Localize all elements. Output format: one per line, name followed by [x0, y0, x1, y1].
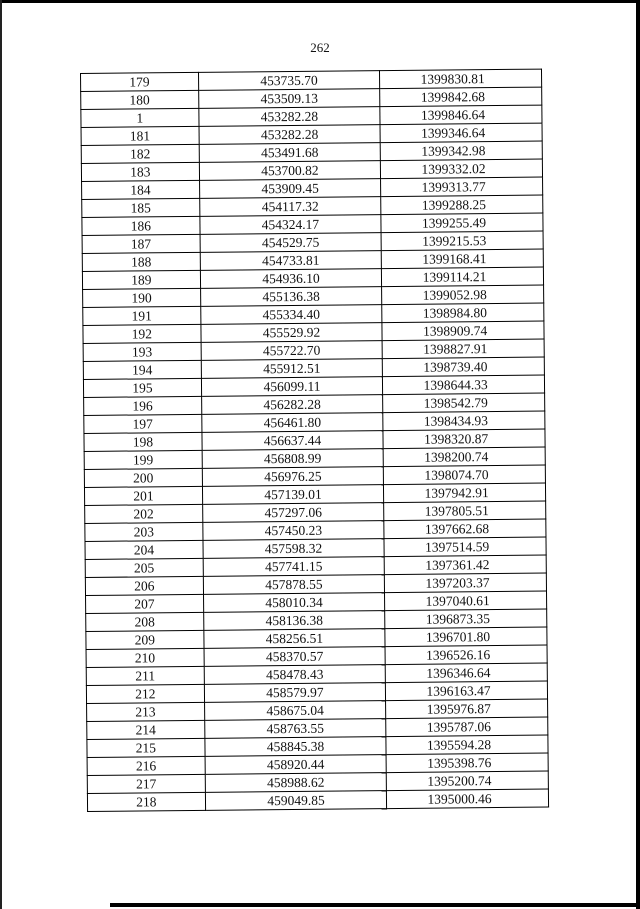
point-id-cell: 208	[86, 612, 204, 631]
y-coordinate-cell	[385, 573, 547, 593]
y-coordinate-value: 1399168.41	[422, 251, 487, 267]
y-coordinate-value: 1395787.06	[426, 719, 492, 735]
y-coordinate-value: 1397514.59	[425, 539, 490, 555]
y-coordinate-value: 1399830.81	[420, 71, 485, 87]
x-coordinate-cell: 453909.45	[199, 179, 381, 199]
x-coordinate-cell: 458579.97	[204, 683, 386, 703]
x-coordinate-cell: 458256.51	[204, 629, 386, 649]
y-coordinate-cell	[385, 591, 547, 611]
y-coordinate-cell	[385, 663, 547, 683]
point-id-cell: 195	[83, 378, 201, 397]
y-coordinate-cell	[382, 339, 544, 359]
point-id-cell: 206	[85, 576, 203, 595]
y-coordinate-value: 1396873.35	[425, 611, 490, 627]
point-id-cell: 204	[85, 540, 203, 559]
y-coordinate-value: 1399215.53	[422, 233, 487, 249]
point-id-cell: 215	[87, 738, 205, 757]
x-coordinate-cell: 455334.40	[201, 305, 383, 325]
y-coordinate-cell	[383, 429, 545, 449]
point-id-cell: 183	[81, 162, 199, 181]
y-coordinate-cell	[386, 735, 548, 755]
point-id-cell: 197	[84, 414, 202, 433]
x-coordinate-cell: 457450.23	[203, 521, 385, 541]
y-coordinate-value: 1398320.87	[423, 431, 489, 447]
y-coordinate-cell	[382, 321, 544, 341]
scan-border-bottom	[110, 903, 640, 907]
y-coordinate-value: 1396701.80	[425, 629, 491, 645]
y-coordinate-value: 1399114.21	[422, 269, 487, 285]
x-coordinate-cell: 457297.06	[202, 503, 384, 523]
y-coordinate-cell	[386, 699, 548, 719]
y-coordinate-cell	[382, 267, 544, 287]
point-id-cell: 202	[85, 504, 203, 523]
y-coordinate-value: 1397040.61	[425, 593, 490, 609]
point-id-cell: 179	[81, 72, 199, 91]
y-coordinate-cell	[385, 609, 547, 629]
y-coordinate-value: 1399255.49	[421, 215, 487, 231]
y-coordinate-value: 1396346.64	[426, 665, 491, 681]
y-coordinate-value: 1398739.40	[423, 359, 488, 375]
point-id-cell: 203	[85, 522, 203, 541]
x-coordinate-cell: 457741.15	[203, 557, 385, 577]
y-coordinate-value: 1399052.98	[422, 287, 487, 303]
x-coordinate-cell: 458370.57	[204, 647, 386, 667]
y-coordinate-cell	[380, 123, 542, 143]
y-coordinate-cell	[383, 465, 545, 485]
y-coordinate-cell	[384, 537, 546, 557]
x-coordinate-cell: 455912.51	[201, 359, 383, 379]
y-coordinate-value: 1399332.02	[421, 161, 486, 177]
scan-border-left	[0, 0, 2, 909]
y-coordinate-cell	[382, 357, 544, 377]
y-coordinate-cell	[386, 753, 548, 773]
y-coordinate-cell	[380, 141, 542, 161]
point-id-cell: 190	[83, 288, 201, 307]
x-coordinate-cell: 457598.32	[203, 539, 385, 559]
y-coordinate-value: 1398827.91	[423, 341, 488, 357]
y-coordinate-value: 1398434.93	[423, 413, 489, 429]
y-coordinate-value: 1395976.87	[426, 701, 491, 717]
x-coordinate-cell: 455529.92	[201, 323, 383, 343]
scan-border-right	[636, 0, 640, 909]
x-coordinate-cell: 454529.75	[200, 233, 382, 253]
point-id-cell: 199	[84, 450, 202, 469]
y-coordinate-cell	[386, 771, 548, 791]
y-coordinate-value: 1399342.98	[421, 143, 486, 159]
point-id-cell: 185	[82, 198, 200, 217]
x-coordinate-cell: 458920.44	[205, 755, 387, 775]
x-coordinate-cell: 458988.62	[205, 773, 387, 793]
x-coordinate-cell: 454936.10	[200, 269, 382, 289]
point-id-cell: 211	[86, 666, 204, 685]
x-coordinate-cell: 453282.28	[199, 107, 381, 127]
coordinates-table-body	[81, 69, 549, 811]
y-coordinate-value: 1399346.64	[421, 125, 486, 141]
y-coordinate-value: 1395398.76	[427, 755, 492, 771]
point-id-cell: 191	[83, 306, 201, 325]
point-id-cell: 212	[86, 684, 204, 703]
y-coordinate-cell	[384, 555, 546, 575]
x-coordinate-cell: 456461.80	[202, 413, 384, 433]
point-id-cell: 189	[82, 270, 200, 289]
y-coordinate-cell	[387, 789, 549, 809]
point-id-cell: 218	[87, 792, 205, 811]
x-coordinate-cell: 454733.81	[200, 251, 382, 271]
x-coordinate-cell: 456808.99	[202, 449, 384, 469]
y-coordinate-value: 1399846.64	[420, 107, 486, 123]
point-id-cell: 193	[83, 342, 201, 361]
point-id-cell: 198	[84, 432, 202, 451]
y-coordinate-value: 1398984.80	[422, 305, 488, 321]
scan-border-top	[0, 0, 640, 3]
x-coordinate-cell: 456976.25	[202, 467, 384, 487]
y-coordinate-cell	[382, 285, 544, 305]
point-id-cell: 217	[87, 774, 205, 793]
coordinates-table	[80, 69, 549, 812]
x-coordinate-cell: 458845.38	[205, 737, 387, 757]
x-coordinate-cell: 457878.55	[203, 575, 385, 595]
y-coordinate-cell	[383, 411, 545, 431]
point-id-cell: 216	[87, 756, 205, 775]
point-id-cell: 184	[82, 180, 200, 199]
y-coordinate-value: 1398909.74	[422, 323, 488, 339]
y-coordinate-value: 1396526.16	[426, 647, 491, 663]
point-id-cell: 210	[86, 648, 204, 667]
point-id-cell: 200	[84, 468, 202, 487]
y-coordinate-cell	[381, 159, 543, 179]
x-coordinate-cell: 453700.82	[199, 161, 381, 181]
y-coordinate-cell	[380, 105, 542, 125]
y-coordinate-value: 1399842.68	[420, 89, 485, 105]
y-coordinate-value: 1397942.91	[424, 485, 489, 501]
y-coordinate-cell	[381, 213, 543, 233]
point-id-cell: 186	[82, 216, 200, 235]
x-coordinate-cell: 456099.11	[201, 377, 383, 397]
y-coordinate-cell	[380, 87, 542, 107]
y-coordinate-value: 1396163.47	[426, 683, 491, 699]
y-coordinate-cell	[385, 627, 547, 647]
point-id-cell: 207	[86, 594, 204, 613]
y-coordinate-value: 1397361.42	[425, 557, 490, 573]
x-coordinate-cell: 454117.32	[199, 197, 381, 217]
y-coordinate-value: 1398200.74	[424, 449, 489, 465]
x-coordinate-cell: 456282.28	[201, 395, 383, 415]
x-coordinate-cell: 454324.17	[200, 215, 382, 235]
x-coordinate-cell: 455722.70	[201, 341, 383, 361]
y-coordinate-value: 1397203.37	[425, 575, 490, 591]
y-coordinate-cell	[383, 375, 545, 395]
x-coordinate-cell: 457139.01	[202, 485, 384, 505]
point-id-cell: 1	[81, 108, 199, 127]
y-coordinate-cell	[381, 177, 543, 197]
y-coordinate-cell	[383, 447, 545, 467]
y-coordinate-cell	[383, 393, 545, 413]
y-coordinate-cell	[384, 519, 546, 539]
y-coordinate-value: 1399313.77	[421, 179, 486, 195]
page-number: 262	[310, 40, 330, 55]
y-coordinate-value: 1397805.51	[424, 503, 489, 519]
point-id-cell: 213	[87, 702, 205, 721]
y-coordinate-cell	[386, 717, 548, 737]
x-coordinate-cell: 453735.70	[198, 71, 380, 91]
point-id-cell: 181	[81, 126, 199, 145]
x-coordinate-cell: 455136.38	[200, 287, 382, 307]
document-sheet	[80, 69, 549, 812]
y-coordinate-value: 1397662.68	[424, 521, 490, 537]
y-coordinate-cell	[381, 231, 543, 251]
y-coordinate-cell	[384, 501, 546, 521]
y-coordinate-value: 1398644.33	[423, 377, 488, 393]
y-coordinate-cell	[381, 195, 543, 215]
y-coordinate-cell	[384, 483, 546, 503]
point-id-cell: 205	[85, 558, 203, 577]
point-id-cell: 194	[83, 360, 201, 379]
y-coordinate-value: 1395000.46	[427, 791, 492, 807]
point-id-cell: 201	[84, 486, 202, 505]
y-coordinate-value: 1398542.79	[423, 395, 488, 411]
y-coordinate-value: 1395594.28	[426, 737, 492, 753]
y-coordinate-cell	[386, 681, 548, 701]
x-coordinate-cell: 458010.34	[203, 593, 385, 613]
x-coordinate-cell: 456637.44	[202, 431, 384, 451]
x-coordinate-cell: 453282.28	[199, 125, 381, 145]
x-coordinate-cell: 459049.85	[205, 791, 387, 811]
table-row	[87, 789, 548, 811]
point-id-cell: 196	[84, 396, 202, 415]
y-coordinate-cell	[380, 69, 542, 89]
y-coordinate-value: 1398074.70	[424, 467, 489, 483]
x-coordinate-cell: 453491.68	[199, 143, 381, 163]
y-coordinate-value: 1399288.25	[421, 197, 487, 213]
x-coordinate-cell: 453509.13	[198, 89, 380, 109]
y-coordinate-cell	[382, 303, 544, 323]
point-id-cell: 192	[83, 324, 201, 343]
y-coordinate-cell	[385, 645, 547, 665]
x-coordinate-cell: 458675.04	[204, 701, 386, 721]
point-id-cell: 214	[87, 720, 205, 739]
point-id-cell: 182	[81, 144, 199, 163]
x-coordinate-cell: 458136.38	[203, 611, 385, 631]
point-id-cell: 187	[82, 234, 200, 253]
point-id-cell: 180	[81, 90, 199, 109]
point-id-cell: 209	[86, 630, 204, 649]
point-id-cell: 188	[82, 252, 200, 271]
y-coordinate-cell	[381, 249, 543, 269]
x-coordinate-cell: 458763.55	[204, 719, 386, 739]
y-coordinate-value: 1395200.74	[427, 773, 492, 789]
x-coordinate-cell: 458478.43	[204, 665, 386, 685]
